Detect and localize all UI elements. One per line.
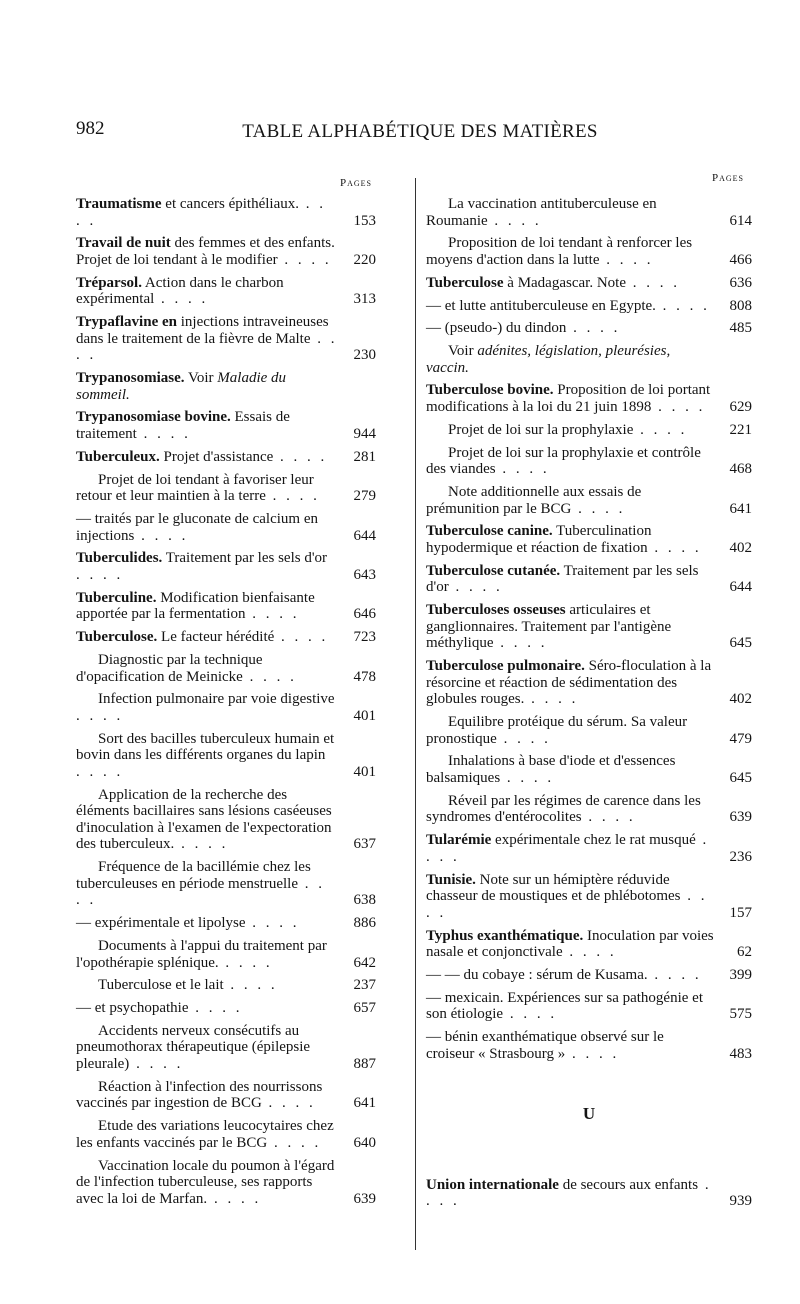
index-entry xyxy=(76,859,376,909)
entry-headword: Tuberculine. xyxy=(76,589,157,606)
index-entry xyxy=(426,872,752,922)
entry-page-number: 485 xyxy=(729,320,752,337)
entry-description: — mexicain. Expériences sur sa pathogénie et son étiologie xyxy=(426,989,703,1023)
entry-text xyxy=(98,977,278,993)
leader-dots: . . . . xyxy=(625,274,680,291)
entry-page-number: 466 xyxy=(729,251,752,268)
entry-description: Modification bienfaisante apportée par la fermentation xyxy=(76,589,315,623)
entry-page-number: 723 xyxy=(353,629,376,646)
entry-headword: Tuberculeux. xyxy=(76,448,160,465)
leader-dots: . . . . xyxy=(599,251,654,268)
index-entry xyxy=(76,1079,376,1112)
entry-page-number: 640 xyxy=(353,1134,376,1151)
entry-page-number: 641 xyxy=(353,1095,376,1112)
entry-description: Action dans le charbon expérimental xyxy=(76,274,284,308)
entry-description: Tuberculination hypodermique et réaction de fixation xyxy=(426,523,652,556)
entry-description: — (pseudo-) du dindon xyxy=(426,320,567,337)
leader-dots: . . . . xyxy=(129,1056,184,1073)
leader-dots: . . . . xyxy=(245,606,300,623)
leader-dots: . . . . xyxy=(76,330,338,364)
leader-dots: . . . . xyxy=(134,527,189,544)
entry-headword: Typhus exanthématique. xyxy=(426,927,584,944)
leader-dots: . . . . xyxy=(277,251,332,268)
entry-description: Essais de traitement xyxy=(76,409,290,443)
entry-description: Documents à l'appui du traitement par l'opothérapie splénique. xyxy=(76,937,327,971)
entry-description: — traités par le gluconate de calcium en injections xyxy=(76,511,318,544)
entry-description: Etude des variations leucocytaires chez les enfants vaccinés par le BCG xyxy=(76,1118,334,1151)
entry-description: articulaires et ganglionnaires. Traitement par l'antigène méthylique xyxy=(426,602,672,652)
index-entry xyxy=(426,928,752,961)
entry-page-number: 639 xyxy=(353,1190,376,1207)
entry-page-number: 645 xyxy=(729,770,752,787)
entry-see-also: Maladie du sommeil. xyxy=(76,370,287,403)
entry-description: Séro-floculation à la résorcine et réaction de sédimentation des globules rouges. xyxy=(426,658,712,708)
right-column xyxy=(426,196,752,1216)
entry-page-number: 401 xyxy=(353,763,376,780)
entry-text xyxy=(76,314,337,363)
leader-dots: . . . . xyxy=(136,426,191,443)
leader-dots: . . . . xyxy=(647,539,702,556)
page-number: 982 xyxy=(76,118,105,139)
entry-text xyxy=(426,714,687,747)
entry-text xyxy=(426,1177,712,1210)
entry-description: Voir xyxy=(184,370,218,387)
index-entry xyxy=(76,1158,376,1208)
leader-dots: . . . . xyxy=(188,1000,243,1017)
index-entry xyxy=(76,652,376,685)
entry-description: Projet de loi sur la prophylaxie et contrôle des viandes xyxy=(426,444,701,478)
entry-page-number: 614 xyxy=(729,212,752,229)
entry-description: — et lutte antituberculeuse en Egypte. xyxy=(426,297,656,314)
leader-dots: . . . . xyxy=(426,1176,712,1210)
entry-page-number: 644 xyxy=(729,579,752,596)
entry-description: Inoculation par voies nasale et conjonctivale xyxy=(426,927,714,961)
entry-headword: Tuberculose bovine. xyxy=(426,382,554,399)
leader-dots: . . . . xyxy=(565,1045,620,1062)
entry-description: Equilibre protéique du sérum. Sa valeur pronostique xyxy=(426,714,688,747)
entry-description: de secours aux enfants xyxy=(558,1176,699,1193)
index-entry xyxy=(76,938,376,971)
entry-page-number: 886 xyxy=(353,915,376,932)
entry-description: Note sur un hémiptère réduvide chasseur de moustiques et de phlébotomes xyxy=(426,871,681,905)
leader-dots: . . . . xyxy=(274,629,329,646)
entry-page-number: 939 xyxy=(729,1193,752,1210)
entry-page-number: 402 xyxy=(729,691,752,708)
leader-dots: . . . . xyxy=(487,212,542,229)
entry-text xyxy=(76,196,326,229)
entry-text xyxy=(76,629,328,645)
entry-text xyxy=(426,563,699,596)
entry-page-number: 153 xyxy=(353,212,376,229)
entry-page-number: 808 xyxy=(729,297,752,314)
entry-page-number: 637 xyxy=(353,836,376,853)
entry-page-number: 401 xyxy=(353,707,376,724)
index-entry xyxy=(76,409,376,442)
entry-headword: Union internationale xyxy=(426,1176,559,1193)
index-entry xyxy=(426,563,752,596)
entry-page-number: 281 xyxy=(353,448,376,465)
entry-text xyxy=(426,275,680,291)
entry-text xyxy=(426,1029,664,1062)
entry-description: La vaccination antituberculeuse en Roumanie xyxy=(426,196,657,229)
leader-dots: . . . . xyxy=(495,461,550,478)
entry-text xyxy=(76,652,297,685)
leader-dots: . . . . xyxy=(647,966,702,983)
left-column xyxy=(76,196,376,1214)
index-entry xyxy=(426,1029,752,1062)
entry-page-number: 62 xyxy=(737,944,752,961)
leader-dots: . . . . xyxy=(223,977,278,994)
entry-text xyxy=(76,938,327,971)
entry-headword: Tuberculose cutanée. xyxy=(426,562,561,579)
entry-text xyxy=(76,550,327,583)
entry-page-number: 157 xyxy=(729,904,752,921)
index-entry xyxy=(76,472,376,505)
running-title: TABLE ALPHABÉTIQUE DES MATIÈRES xyxy=(242,121,598,142)
leader-dots: . . . . xyxy=(265,488,320,505)
index-entry xyxy=(426,1177,752,1210)
index-entry xyxy=(76,449,376,466)
entry-description: Projet de loi tendant à favoriser leur retour et leur maintien à la terre xyxy=(76,471,314,505)
column-divider xyxy=(415,178,416,1250)
entry-headword: Tuberculides. xyxy=(76,550,163,567)
entry-description: Réveil par les régimes de carence dans les syndromes d'entérocolites xyxy=(426,792,701,826)
leader-dots: . . . . xyxy=(207,1190,262,1207)
pages-label-left: Pages xyxy=(340,177,373,189)
index-entry xyxy=(426,753,752,786)
index-entry xyxy=(76,1000,376,1017)
entry-page-number: 478 xyxy=(353,668,376,685)
entry-text xyxy=(76,731,334,780)
entry-description: Tuberculose et le lait xyxy=(98,977,224,994)
entry-page-number: 643 xyxy=(353,566,376,583)
entry-headword: Tularémie xyxy=(426,832,492,849)
entry-description: Vaccination locale du poumon à l'égard de l'infection tuberculeuse, ses rapports avec la loi de Marfan. xyxy=(76,1157,335,1207)
entry-description: Traitement par les sels d'or xyxy=(426,562,699,596)
leader-dots: . . . . xyxy=(426,832,710,865)
entry-description: Projet d'assistance xyxy=(159,448,274,465)
index-entry xyxy=(426,658,752,708)
index-entry xyxy=(426,275,752,292)
index-entry xyxy=(76,1023,376,1073)
entry-text xyxy=(426,872,708,921)
leader-dots: . . . . xyxy=(651,399,706,416)
entry-headword: Travail de nuit xyxy=(76,235,171,252)
entry-description: Projet de loi sur la prophylaxie xyxy=(448,421,634,438)
entry-description: — bénin exanthématique observé sur le croiseur « Strasbourg » xyxy=(426,1029,664,1062)
entry-see-also: adénites, législation, pleurésies, vaccin. xyxy=(426,343,671,376)
leader-dots: . . . . xyxy=(76,875,325,909)
entry-page-number: 230 xyxy=(353,347,376,364)
index-entry xyxy=(426,422,752,439)
leader-dots: . . . . xyxy=(500,770,555,787)
entry-text xyxy=(426,990,703,1023)
leader-dots: . . . . xyxy=(267,1134,322,1151)
entry-text xyxy=(426,832,709,865)
entry-text xyxy=(426,793,701,826)
entry-description: Proposition de loi portant modifications à la loi du 21 juin 1898 xyxy=(426,382,711,416)
index-entry xyxy=(426,343,752,376)
leader-dots: . . . . xyxy=(503,1006,558,1023)
entry-page-number: 644 xyxy=(353,527,376,544)
index-entry xyxy=(426,793,752,826)
entry-page-number: 642 xyxy=(353,954,376,971)
entry-page-number: 237 xyxy=(353,977,376,994)
leader-dots: . . . . xyxy=(218,954,273,971)
entry-text xyxy=(76,1158,334,1207)
entry-text xyxy=(76,590,315,623)
entry-text xyxy=(76,449,327,465)
index-entry xyxy=(426,714,752,747)
pages-label-right: Pages xyxy=(712,172,745,184)
entry-page-number: 483 xyxy=(729,1045,752,1062)
entry-headword: Tréparsol. xyxy=(76,274,142,291)
entry-description: et cancers épithéliaux. xyxy=(161,196,299,212)
entry-description: Le facteur hérédité xyxy=(157,629,275,646)
entry-text xyxy=(76,859,325,908)
entry-text xyxy=(426,484,641,517)
entry-text xyxy=(76,915,300,931)
entry-page-number: 468 xyxy=(729,461,752,478)
entry-headword: Traumatisme xyxy=(76,196,162,212)
leader-dots: . . . . xyxy=(273,448,328,465)
leader-dots: . . . . xyxy=(496,730,551,747)
entry-page-number: 313 xyxy=(353,291,376,308)
leader-dots: . . . . xyxy=(524,691,579,708)
entry-text xyxy=(426,445,701,478)
entry-text xyxy=(76,787,332,853)
index-entry xyxy=(426,967,752,984)
entry-page-number: 220 xyxy=(353,251,376,268)
entry-text xyxy=(448,422,687,438)
entry-description: Proposition de loi tendant à renforcer les moyens d'action dans la lutte xyxy=(426,235,693,268)
index-entry xyxy=(426,298,752,315)
entry-description: Infection pulmonaire par voie digestive xyxy=(98,691,335,708)
entry-headword: Tuberculose xyxy=(426,274,504,291)
entry-text xyxy=(76,511,318,544)
entry-description: — et psychopathie xyxy=(76,1000,189,1017)
leader-dots: . . . . xyxy=(174,836,229,853)
index-entry xyxy=(426,602,752,652)
entry-text xyxy=(426,658,711,707)
leader-dots: . . . . xyxy=(581,809,636,826)
index-entry xyxy=(76,691,376,724)
entry-text xyxy=(426,967,702,983)
leader-dots: . . . . xyxy=(655,297,710,314)
entry-text xyxy=(426,382,710,415)
entry-text xyxy=(426,523,702,556)
leader-dots: . . . . xyxy=(633,421,688,438)
leader-dots: . . . . xyxy=(571,500,626,517)
index-entry xyxy=(426,832,752,865)
entry-page-number: 221 xyxy=(729,421,752,438)
index-entry xyxy=(426,196,752,229)
entry-page-number: 646 xyxy=(353,606,376,623)
leader-dots: . . . . xyxy=(261,1095,316,1112)
entry-text xyxy=(76,1023,310,1072)
leader-dots: . . . . xyxy=(76,196,326,229)
entry-text xyxy=(76,472,320,505)
entry-text xyxy=(426,602,671,651)
entry-page-number: 236 xyxy=(729,848,752,865)
entry-text xyxy=(76,691,335,724)
index-entry xyxy=(76,314,376,364)
entry-text xyxy=(76,275,284,308)
entry-page-number: 657 xyxy=(353,1000,376,1017)
entry-headword: Tuberculose canine. xyxy=(426,523,553,540)
leader-dots: . . . . xyxy=(245,915,300,932)
entry-page-number: 639 xyxy=(729,809,752,826)
entry-text xyxy=(426,235,692,268)
entry-page-number: 944 xyxy=(353,426,376,443)
entry-description: à Madagascar. Note xyxy=(503,274,626,291)
entry-headword: Trypanosomiase. xyxy=(76,370,185,387)
entry-description: Fréquence de la bacillémie chez les tuberculeuses en période menstruelle xyxy=(76,859,311,892)
entry-headword: Trypanosomiase bovine. xyxy=(76,409,231,426)
index-entry xyxy=(426,235,752,268)
index-entry xyxy=(76,590,376,623)
entry-text xyxy=(426,298,710,314)
leader-dots: . . . . xyxy=(154,291,209,308)
right-column-entries-after xyxy=(426,1177,752,1210)
entry-description: expérimentale chez le rat musqué xyxy=(491,832,696,849)
entry-page-number: 279 xyxy=(353,488,376,505)
entry-page-number: 636 xyxy=(729,274,752,291)
entry-description: — — du cobaye : sérum de Kusama. xyxy=(426,966,648,983)
entry-text xyxy=(426,343,670,376)
entry-description: Note additionnelle aux essais de prémunition par le BCG xyxy=(426,484,642,517)
leader-dots: . . . . xyxy=(566,320,621,337)
entry-page-number: 629 xyxy=(729,399,752,416)
entry-description: — expérimentale et lipolyse xyxy=(76,915,246,932)
entry-page-number: 641 xyxy=(729,500,752,517)
entry-description: Sort des bacilles tuberculeux humain et bovin dans les différents organes du lapin xyxy=(76,730,335,764)
index-entry xyxy=(76,550,376,583)
index-entry xyxy=(76,275,376,308)
index-entry xyxy=(76,235,376,268)
entry-text xyxy=(76,409,290,442)
index-entry xyxy=(76,977,376,994)
index-entry xyxy=(426,523,752,556)
index-entry xyxy=(426,445,752,478)
index-entry xyxy=(76,915,376,932)
entry-page-number: 638 xyxy=(353,892,376,909)
index-entry xyxy=(76,370,376,403)
entry-text xyxy=(426,196,657,229)
leader-dots: . . . . xyxy=(242,668,297,685)
leader-dots: . . . . xyxy=(76,566,124,583)
leader-dots: . . . . xyxy=(76,707,124,724)
entry-page-number: 399 xyxy=(729,966,752,983)
entry-text xyxy=(76,1000,242,1016)
index-entry xyxy=(426,484,752,517)
leader-dots: . . . . xyxy=(76,763,124,780)
entry-description: des femmes et des enfants. Projet de loi tendant à le modifier xyxy=(76,235,335,268)
section-letter: U xyxy=(582,1104,596,1124)
index-entry xyxy=(76,196,376,229)
index-entry xyxy=(76,511,376,544)
entry-headword: Trypaflavine en xyxy=(76,314,177,331)
entry-description: Réaction à l'infection des nourrissons vaccinés par ingestion de BCG xyxy=(76,1078,323,1112)
leader-dots: . . . . xyxy=(493,635,548,652)
entry-description: Traitement par les sels d'or xyxy=(162,550,328,567)
entry-page-number: 575 xyxy=(729,1006,752,1023)
entry-text xyxy=(76,1118,334,1151)
entry-text xyxy=(426,928,714,961)
entry-page-number: 645 xyxy=(729,635,752,652)
leader-dots: . . . . xyxy=(426,888,708,921)
index-entry xyxy=(426,320,752,337)
entry-text xyxy=(426,753,675,786)
entry-description: Inhalations à base d'iode et d'essences balsamiques xyxy=(426,753,676,787)
entry-text xyxy=(76,1079,322,1112)
index-entry xyxy=(76,629,376,646)
entry-headword: Tuberculoses osseuses xyxy=(426,602,566,619)
index-entry xyxy=(76,1118,376,1151)
entry-page-number: 887 xyxy=(353,1056,376,1073)
right-column-entries xyxy=(426,196,752,1062)
entry-text xyxy=(426,320,620,336)
entry-description: injections intraveineuses dans le traitement de la fièvre de Malte xyxy=(76,314,329,347)
entry-text xyxy=(76,235,335,268)
entry-page-number: 402 xyxy=(729,539,752,556)
entry-description: Voir xyxy=(448,343,478,360)
entry-headword: Tuberculose. xyxy=(76,629,158,646)
index-entry xyxy=(76,731,376,781)
index-entry xyxy=(76,787,376,853)
entry-text xyxy=(76,370,286,403)
leader-dots: . . . . xyxy=(448,579,503,596)
leader-dots: . . . . xyxy=(562,944,617,961)
index-entry xyxy=(426,382,752,415)
entry-headword: Tuberculose pulmonaire. xyxy=(426,658,585,675)
index-entry xyxy=(426,990,752,1023)
entry-description: Accidents nerveux consécutifs au pneumothorax thérapeutique (épilepsie pleurale) xyxy=(76,1022,311,1073)
entry-page-number: 479 xyxy=(729,730,752,747)
entry-description: Diagnostic par la technique d'opacification de Meinicke xyxy=(76,651,263,685)
entry-description: Application de la recherche des éléments bacillaires sans lésions caséeuses d'inoculation à l'examen de l'expectoration des tuberculeux. xyxy=(76,786,332,853)
entry-headword: Tunisie. xyxy=(426,871,476,888)
